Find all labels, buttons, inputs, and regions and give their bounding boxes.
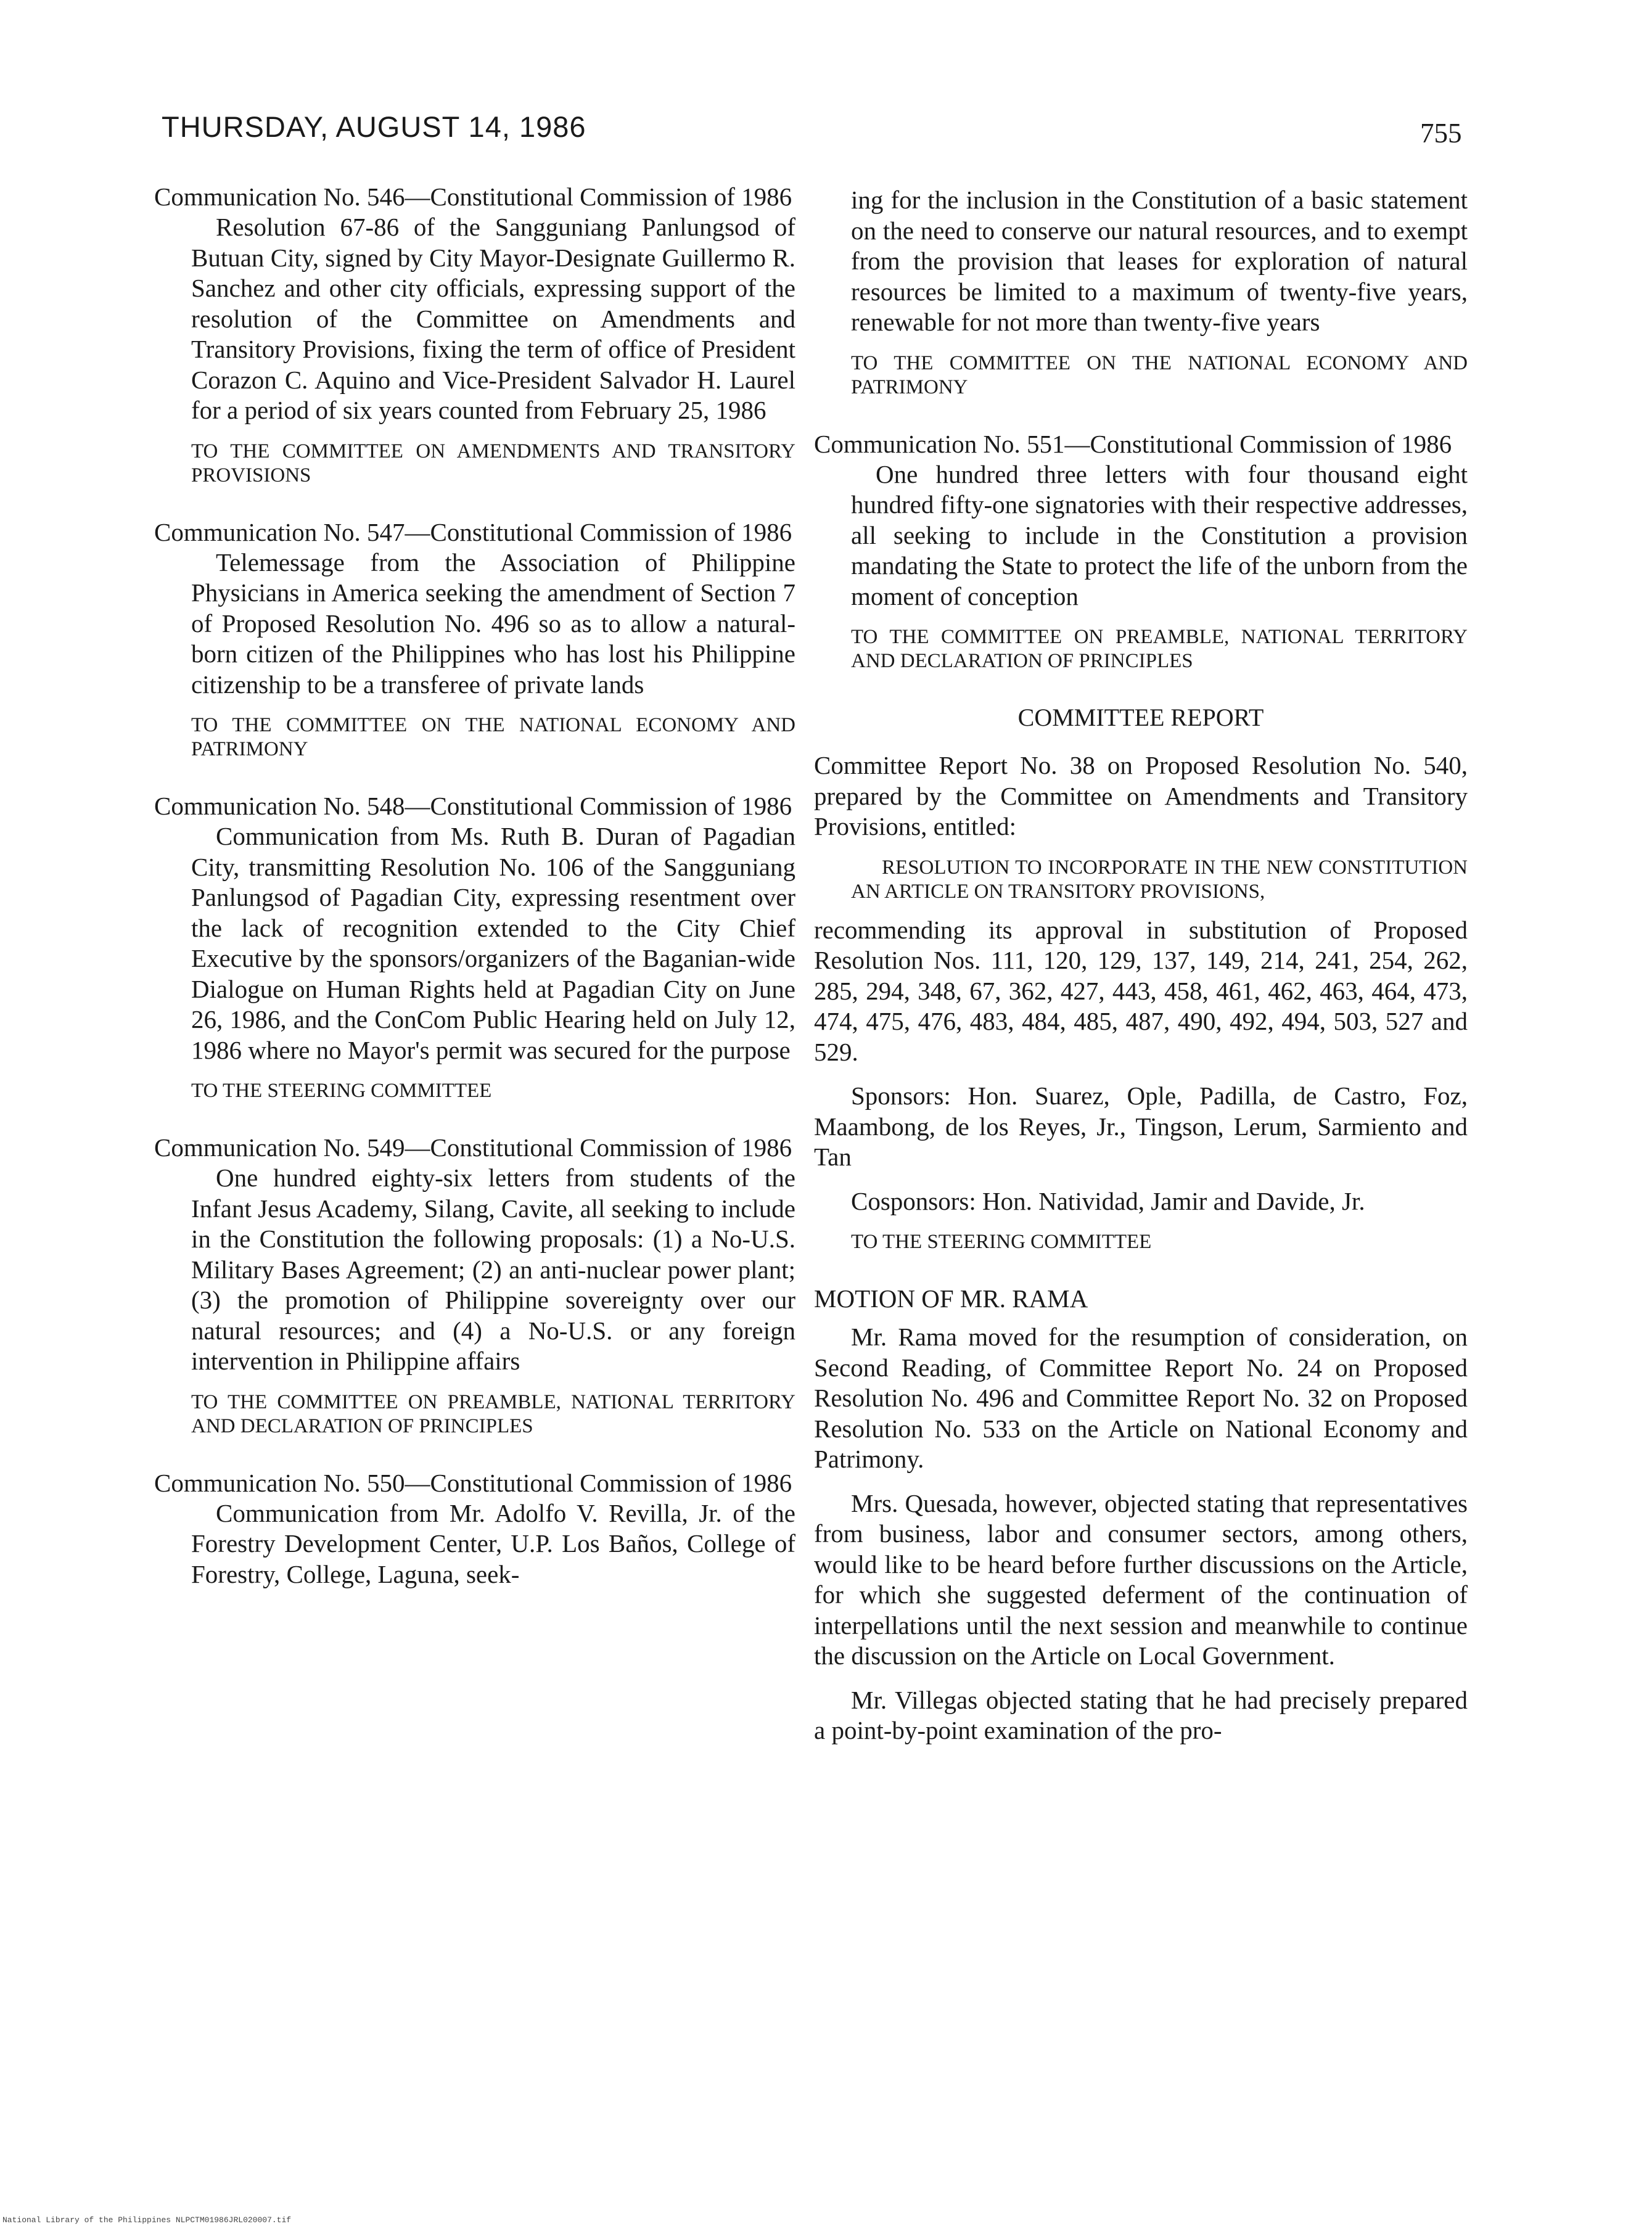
committee-referral: TO THE COMMITTEE ON PREAMBLE, NATIONAL TERRITORY AND DECLARATION OF PRINCIPLES [191, 1390, 795, 1437]
report-recommendation: recommending its approval in substitution of Proposed Resolution Nos. 111, 120, 129, 137, 149, 214, 241, 254, 262, 285, 294, 348, 67, 362, 427, 443, 458, 461, 462, 463, 464, 473, 474, 475, 476, 483, 484, 485, 487, 490, 492, 494, 503, 527 and 529. [814, 915, 1468, 1066]
communication-title: Communication No. 549—Constitutional Commission of 1986 [154, 1133, 792, 1162]
committee-report-section [814, 703, 1468, 1254]
committee-referral: TO THE STEERING COMMITTEE [851, 1231, 1152, 1253]
report-cosponsors: Cosponsors: Hon. Natividad, Jamir and Davide, Jr. [851, 1186, 1365, 1215]
communication-550-continued [814, 185, 1468, 400]
committee-referral: TO THE STEERING COMMITTEE [191, 1080, 492, 1102]
committee-referral: TO THE COMMITTEE ON AMENDMENTS AND TRANSITORY PROVISIONS [191, 440, 795, 486]
section-heading: COMMITTEE REPORT [1017, 704, 1264, 731]
communication-title: Communication No. 550—Constitutional Commission of 1986 [154, 1468, 792, 1497]
section-heading: MOTION OF MR. RAMA [814, 1284, 1088, 1313]
communication-550 [154, 1468, 795, 1590]
communication-title: Communication No. 546—Constitutional Commission of 1986 [154, 183, 792, 211]
report-sponsors: Sponsors: Hon. Suarez, Ople, Padilla, de Castro, Foz, Maambong, de los Reyes, Jr., Tingson, Lerum, Sarmiento and Tan [814, 1082, 1468, 1171]
communication-body: Communication from Ms. Ruth B. Duran of Pagadian City, transmitting Resolution No. 106 of the Sangguniang Panlungsod of Pagadian City, expressing resentment over the lack of recognition extended to the City Chief Executive by the sponsors/organizers of the Baganian-wide Dialogue on Human Rights held at Pagadian City on June 26, 1986, and the ConCom Public Hearing held on July 12, 1986 where no Mayor's permit was secured for the purpose [191, 822, 795, 1064]
communication-549 [154, 1133, 795, 1439]
communication-body: One hundred eighty-six letters from students of the Infant Jesus Academy, Silang, Cavite, all seeking to include in the Constitution the following proposals: (1) a No-U.S. Military Bases Agreement; (2) an anti-nuclear power plant; (3) the promotion of Philippine sovereignty over our natural resources; and (4) a No-U.S. or any foreign intervention in Philippine affairs [191, 1164, 795, 1375]
communication-546 [154, 182, 795, 488]
communication-body: ing for the inclusion in the Constitution of a basic statement on the need to conserve our natural resources, and to exempt from the provision that leases for exploration of natural resources be limited to a maximum of twenty-five years, renewable for not more than twenty-five years [851, 186, 1468, 336]
motion-paragraph: Mr. Villegas objected stating that he had precisely prepared a point-by-point examination of the pro- [814, 1685, 1468, 1744]
communication-body: Communication from Mr. Adolfo V. Revilla, Jr. of the Forestry Development Center, U.P. Los Baños, College of Forestry, College, Laguna, seek- [191, 1498, 795, 1588]
communication-547 [154, 517, 795, 762]
motion-paragraph: Mrs. Quesada, however, objected stating that representatives from business, labor and consumer sectors, among others, would like to be heard before further discussions on the Article, for which she suggested deferment of the continuation of interpellations until the next session and meanwhile to continue the discussion on the Article on Local Government. [814, 1488, 1468, 1670]
committee-referral: TO THE COMMITTEE ON THE NATIONAL ECONOMY AND PATRIMONY [191, 714, 795, 760]
communication-title: Communication No. 548—Constitutional Commission of 1986 [154, 792, 792, 820]
communication-title: Communication No. 551—Constitutional Commission of 1986 [814, 429, 1452, 458]
communication-body: Resolution 67-86 of the Sangguniang Panlungsod of Butuan City, signed by City Mayor-Designate Guillermo R. Sanchez and other city officials, expressing support of the resolution of the Committee on Amendments and Transitory Provisions, fixing the term of office of President Corazon C. Aquino and Vice-President Salvador H. Laurel for a period of six years counted from February 25, 1986 [191, 213, 795, 424]
committee-referral: TO THE COMMITTEE ON THE NATIONAL ECONOMY AND PATRIMONY [851, 351, 1468, 398]
committee-referral: TO THE COMMITTEE ON PREAMBLE, NATIONAL TERRITORY AND DECLARATION OF PRINCIPLES [851, 626, 1468, 672]
right-column [814, 185, 1468, 1776]
communication-body: Telemessage from the Association of Philippine Physicians in America seeking the amendment of Section 7 of Proposed Resolution No. 496 so as to allow a natural-born citizen of the Philippines who has lost his Philippine citizenship to be a transferee of private lands [191, 548, 795, 699]
communication-551 [814, 429, 1468, 674]
page-number: 755 [1420, 118, 1462, 149]
resolution-title: RESOLUTION TO INCORPORATE IN THE NEW CONSTITUTION AN ARTICLE ON TRANSITORY PROVISIONS, [851, 856, 1468, 903]
motion-paragraph: Mr. Rama moved for the resumption of consideration, on Second Reading, of Committee Report No. 24 on Proposed Resolution No. 496 and Committee Report No. 32 on Proposed Resolution No. 533 on the Article on National Economy and Patrimony. [814, 1323, 1468, 1473]
left-column [154, 182, 795, 1619]
report-intro: Committee Report No. 38 on Proposed Resolution No. 540, prepared by the Committee on Amendments and Transitory Provisions, entitled: [814, 751, 1468, 840]
communication-body: One hundred three letters with four thousand eight hundred fifty-one signatories with their respective addresses, all seeking to include in the Constitution a provision mandating the State to protect the life of the unborn from the moment of conception [851, 459, 1468, 610]
motion-section [814, 1284, 1468, 1746]
communication-548 [154, 791, 795, 1103]
running-header-date: THURSDAY, AUGUST 14, 1986 [162, 110, 586, 143]
communication-title: Communication No. 547—Constitutional Commission of 1986 [154, 517, 792, 546]
scan-source-footer: National Library of the Philippines NLPCTM01986JRL020007.tif [2, 2215, 292, 2225]
